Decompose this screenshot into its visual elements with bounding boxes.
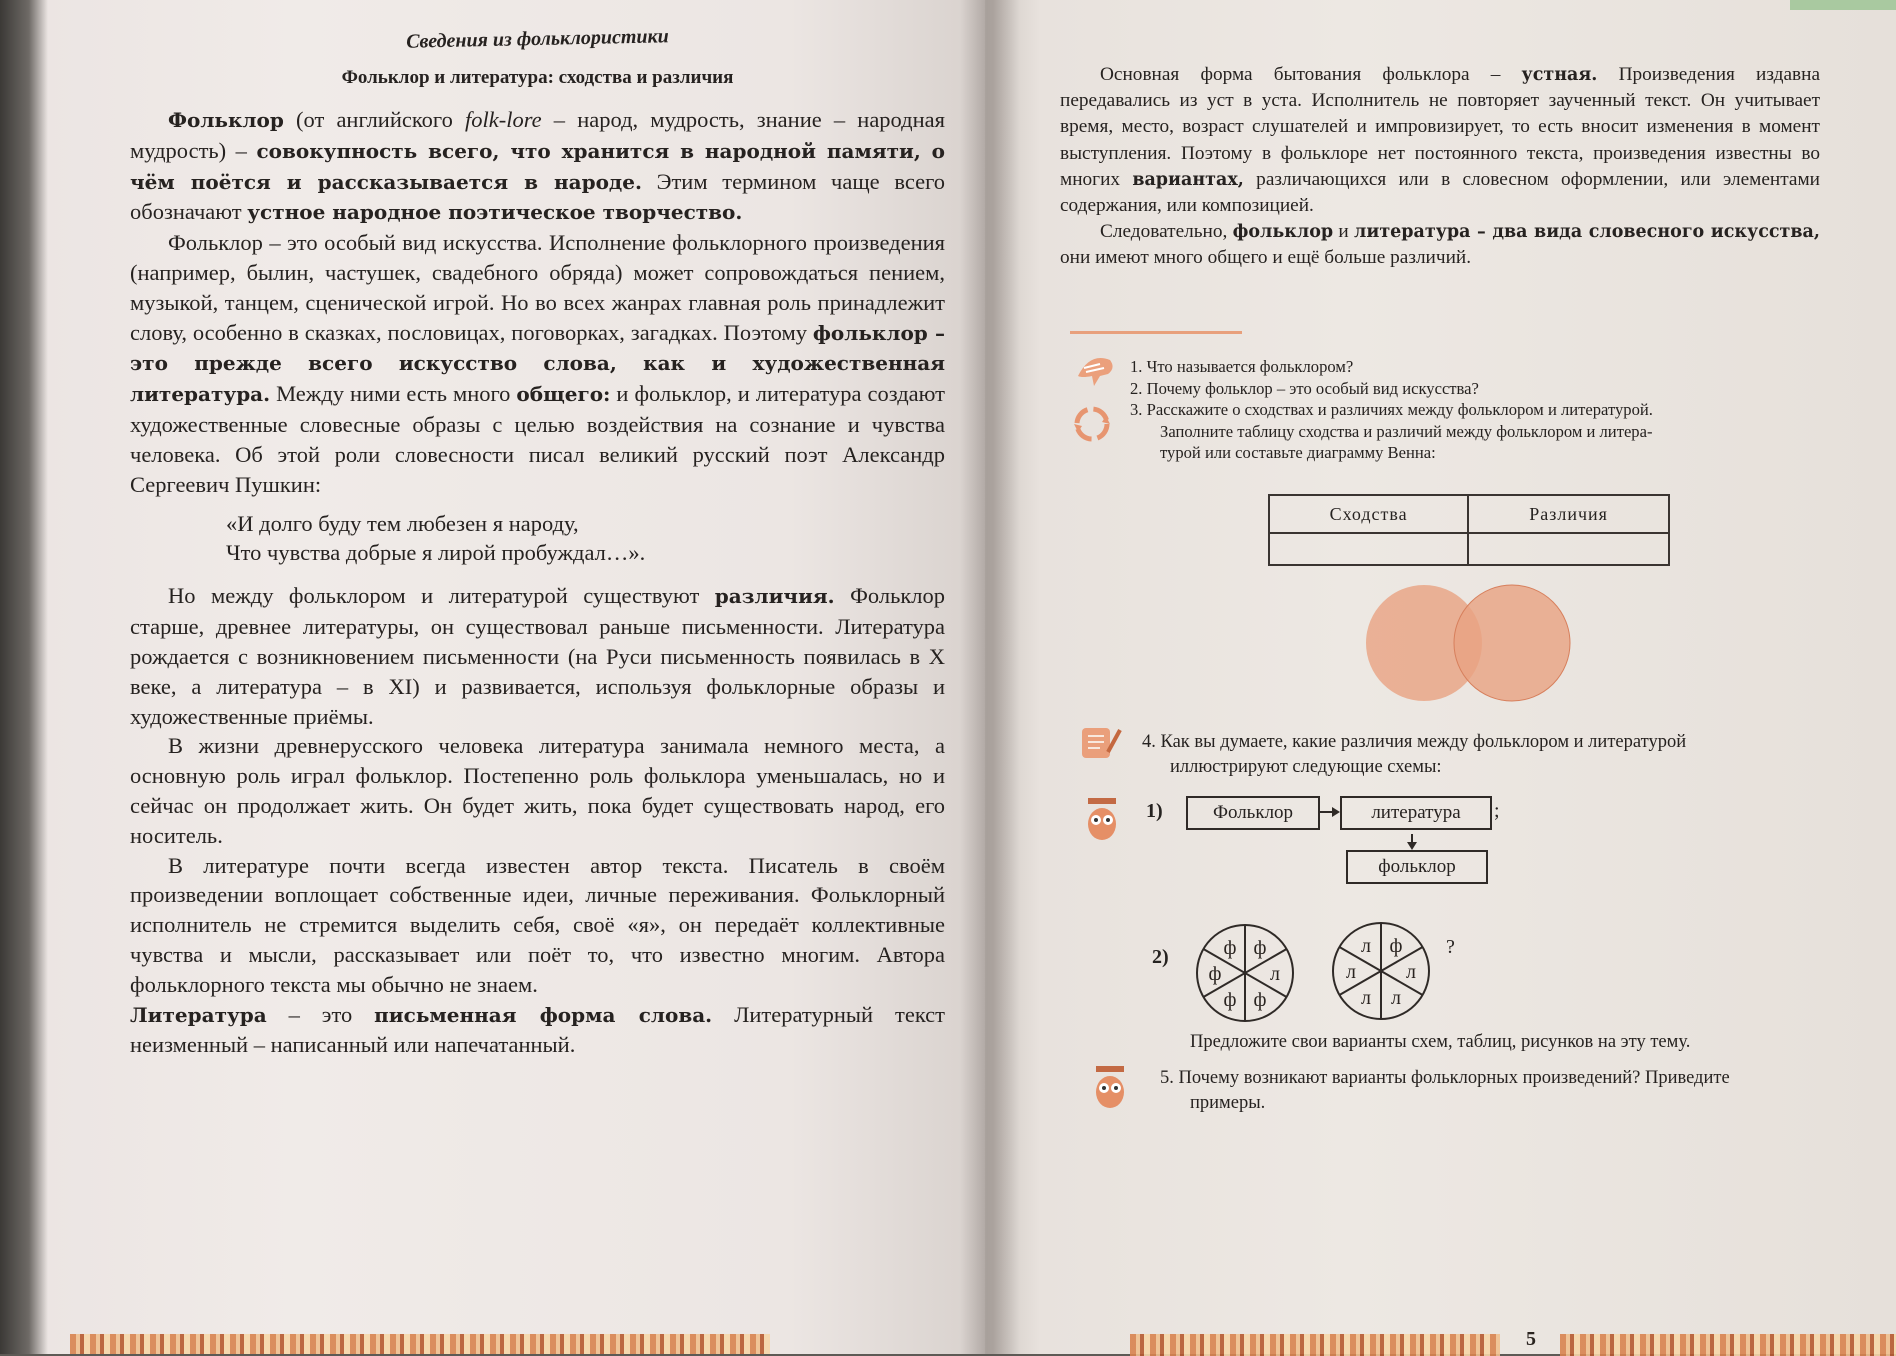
suggestion: Предложите свои варианты схем, таблиц, рисунков на эту тему. bbox=[1190, 1032, 1691, 1052]
text-run: – народ, мудрость, знание – народная мудрость) – bbox=[130, 107, 945, 163]
page-ornament bbox=[1560, 1334, 1896, 1356]
bold-term: общего: bbox=[516, 382, 611, 407]
paragraph bbox=[130, 731, 945, 850]
text-run: В литературе почти всегда известен автор текста. Писатель в своём произведении воплощает собственные идеи, личные переживания. Фольклорный исполнитель не стремится выделить себя, своё «я», он передаёт коллективные чувства и мысли, рассказывает или поёт то, что известно многим. Автора фольклорного текста мы обычно не знаем. bbox=[130, 852, 945, 997]
left-body bbox=[130, 105, 945, 1060]
paragraph bbox=[130, 1000, 945, 1061]
italic-term: folk-lore bbox=[464, 107, 542, 132]
divider-rule bbox=[1070, 331, 1242, 334]
bold-term: литература – два вида словесного искусства, bbox=[1354, 222, 1820, 243]
text-run: они имеют много общего и ещё больше различий. bbox=[1060, 247, 1472, 269]
pie-scheme-literature bbox=[1328, 918, 1434, 1024]
question-1: 1. Что называется фольклором? bbox=[1130, 357, 1354, 376]
pie-sector-label: л bbox=[1346, 961, 1356, 983]
bold-term: вариантах, bbox=[1132, 169, 1244, 190]
pie-sector-label: ф bbox=[1253, 937, 1267, 960]
text-run: В жизни древнерусского человека литература занимала немного места, а основную роль играл фольклор. Постепенно роль фольклора уменьшалась, но и сейчас он продолжает жить. Он будет жить, пока будет существовать народ, его носитель. bbox=[130, 733, 945, 848]
pie-sector-label: л bbox=[1361, 935, 1371, 958]
venn-diagram bbox=[1360, 582, 1580, 704]
page-ornament bbox=[70, 1334, 770, 1354]
pie-sector-label: ф bbox=[1223, 937, 1237, 960]
pie-scheme-folklore bbox=[1192, 920, 1298, 1026]
left-column bbox=[130, 25, 946, 1060]
bold-term: Фольклор bbox=[168, 108, 284, 132]
quote-line: Что чувства добрые я лирой пробуждал…». bbox=[226, 540, 646, 566]
question-2: 2. Почему фольклор – это особый вид искусства? bbox=[1130, 378, 1479, 398]
text-run: (от английского bbox=[283, 107, 465, 132]
pie-sector-label: л bbox=[1361, 986, 1371, 1009]
bold-term: Литература bbox=[130, 1002, 267, 1027]
text-run: Основная форма бытования фольклора – bbox=[1100, 64, 1522, 85]
paragraph bbox=[130, 851, 945, 1000]
owl-icon bbox=[1082, 796, 1122, 842]
scheme-separator: ; bbox=[1494, 800, 1500, 822]
owl-icon bbox=[1090, 1064, 1130, 1110]
section-heading: Сведения из фольклористики bbox=[405, 25, 670, 53]
venn-circle-right bbox=[1454, 585, 1570, 701]
question-3-line: Заполните таблицу сходства и различий между фольклором и литера- bbox=[1160, 421, 1653, 441]
pie-sector-label: ф bbox=[1223, 988, 1237, 1011]
scheme-arrows bbox=[1318, 800, 1498, 852]
bold-term: устное народное поэтическое творчество. bbox=[247, 200, 743, 225]
paragraph bbox=[1060, 219, 1820, 271]
page-number: 5 bbox=[1526, 1328, 1536, 1350]
text-run: Но между фольклором и литературой существуют bbox=[168, 583, 715, 609]
text-run: Между ними есть много bbox=[270, 381, 517, 407]
scheme-box-literature: литература bbox=[1340, 796, 1492, 830]
cycle-icon bbox=[1070, 402, 1114, 446]
table-header-similarities: Сходства bbox=[1269, 495, 1468, 533]
paragraph bbox=[130, 581, 945, 731]
scheme-box-folklore-2: фольклор bbox=[1346, 850, 1488, 884]
bold-term: фольклор bbox=[1232, 222, 1334, 243]
bold-term: устная. bbox=[1521, 65, 1598, 85]
text-run: – это bbox=[266, 1001, 375, 1027]
pie-sector-label: л bbox=[1391, 986, 1401, 1009]
page-title: Фольклор и литература: сходства и различия bbox=[341, 67, 734, 88]
text-run: Следовательно, bbox=[1100, 221, 1233, 243]
question-5 bbox=[1160, 1066, 1890, 1115]
text-run: различающихся или в словесном оформлении, или элементами содержания, или композицией. bbox=[1060, 168, 1820, 217]
pie-sector-label: ф bbox=[1253, 988, 1267, 1011]
speech-icon bbox=[1070, 346, 1122, 398]
scheme-2-number: 2) bbox=[1152, 946, 1169, 968]
quote-line: «И долго буду тем любезен я народу, bbox=[226, 511, 579, 537]
bold-term: различия. bbox=[714, 584, 835, 609]
text-run: Фольклор старше, древнее литературы, он существовал раньше письменности. Литература рождается с возникновением письменности (на Руси письменность появилась в X веке, а литература – в XI) и развивается, используя фольклорные образы и художественные приёмы. bbox=[130, 583, 945, 729]
paragraph bbox=[130, 228, 945, 499]
question-4-line: иллюстрируют следующие схемы: bbox=[1170, 756, 1442, 777]
paragraph bbox=[1060, 62, 1820, 219]
questions-block bbox=[1130, 356, 1870, 464]
page-ornament bbox=[1130, 1334, 1500, 1356]
pie-sector-label: ф bbox=[1389, 935, 1403, 958]
text-run: Произведения издавна передавались из уст в уста. Исполнитель не повторяет заученный текст. Он учитывает время, место, возраст слушателей и импровизирует, то есть вносит изменения в момент выступления. Поэтому в фольклоре нет постоянного текста, произведения известны во многих bbox=[1060, 64, 1820, 190]
paragraph bbox=[130, 105, 945, 228]
scheme-1-number: 1) bbox=[1146, 800, 1163, 822]
bold-term: письменная форма слова. bbox=[374, 1002, 713, 1027]
question-3: 3. Расскажите о сходствах и различиях между фольклором и литературой. bbox=[1130, 400, 1653, 419]
text-run: Фольклор – это особый вид искусства. Исполнение фольклорного произведения (например, былин, частушек, свадебного обряда) может сопровождаться пением, музыкой, танцем, сценической игрой. Но во всех жанрах главная роль принадлежит слову, особенно в сказках, пословицах, поговорках, загадках. Поэтому bbox=[130, 230, 945, 345]
question-mark: ? bbox=[1446, 936, 1455, 958]
book-gutter bbox=[960, 0, 1020, 1354]
question-5-line: 5. Почему возникают варианты фольклорных произведений? Приведите bbox=[1160, 1068, 1730, 1088]
question-3-line: турой или составьте диаграмму Венна: bbox=[1160, 443, 1436, 462]
bold-term: совокупность всего, что хранится в народной памяти, о чём поётся и рассказывается в народе. bbox=[130, 138, 946, 194]
pie-sector-label: л bbox=[1406, 961, 1416, 983]
question-4 bbox=[1142, 730, 1862, 779]
scroll-pen-icon bbox=[1078, 722, 1124, 764]
right-column bbox=[1060, 62, 1820, 272]
question-4-line: 4. Как вы думаете, какие различия между фольклором и литературой bbox=[1142, 732, 1687, 752]
table-cell bbox=[1269, 533, 1468, 565]
pie-sector-label: л bbox=[1270, 963, 1280, 985]
green-strip bbox=[1790, 0, 1896, 10]
similarities-table bbox=[1268, 494, 1670, 566]
bold-term: фольклор – это прежде всего искусство слова, как и художественная литература. bbox=[130, 320, 945, 407]
question-5-line: примеры. bbox=[1190, 1092, 1266, 1113]
text-run: Этим термином чаще всего обозначают bbox=[130, 168, 945, 225]
pie-sector-label: ф bbox=[1208, 963, 1222, 985]
pushkin-quote bbox=[226, 509, 945, 567]
table-cell bbox=[1468, 533, 1669, 565]
scheme-box-folklore: Фольклор bbox=[1186, 796, 1320, 830]
text-run: и фольклор, и литература создают художественные словесные образы с целью воздействия на сознание и чувства человека. Об этой роли словесности писал великий русский поэт Александр Сергеевич Пушкин: bbox=[130, 381, 945, 497]
text-run: Литературный текст неизменный – написанный или напечатанный. bbox=[130, 1001, 946, 1058]
book-edge-shadow bbox=[0, 0, 48, 1354]
text-run: и bbox=[1333, 221, 1355, 243]
table-header-differences: Различия bbox=[1468, 495, 1669, 533]
